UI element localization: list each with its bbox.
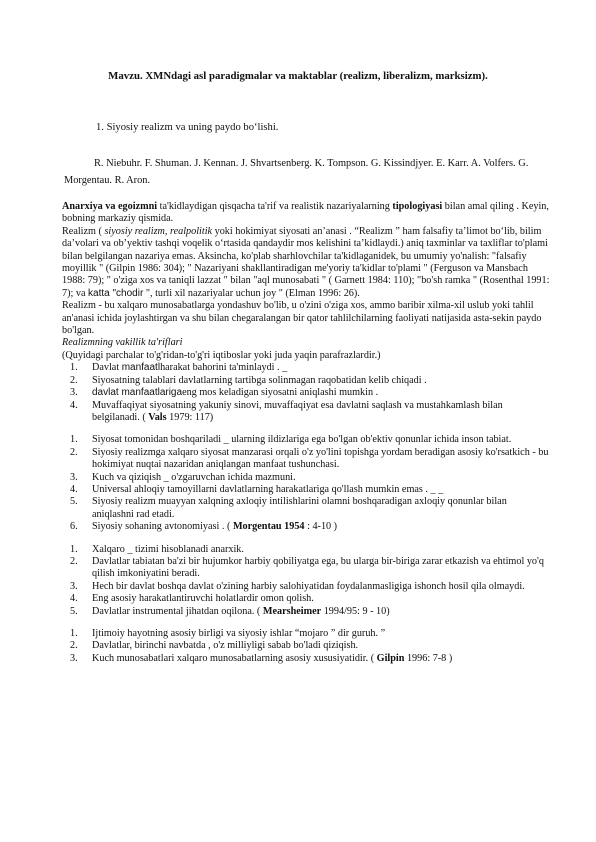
list-item-text: Davlat xyxy=(92,362,122,374)
list-item xyxy=(62,434,550,446)
list-item-text: Ijtimoiy hayotning asosiy birligi va siyosiy ishlar “mojaro ” dir guruh. ” xyxy=(92,628,386,639)
list-item-sans-text: davlat manfaatlariga xyxy=(92,387,183,399)
list-number: 1. xyxy=(70,362,78,374)
realism-definition-paragraph xyxy=(62,226,550,300)
intro-lead-rest: ta'kidlaydigan qisqacha ta'rif va realistik nazariyalarning xyxy=(157,201,393,212)
list-item xyxy=(62,606,550,618)
authors-list: R. Niebuhr. F. Shuman. J. Kennan. J. Shvartsenberg. K. Tompson. G. Kissindjyer. E. Karr. A. Volfers. G. Morgentau. R. Aron. xyxy=(64,158,529,186)
list-number: 2. xyxy=(70,555,78,567)
list-item-text: Hech bir davlat boshqa davlat o'zining harbiy salohiyatidan foydalanmasligiga ishonch hosil qila olmaydi. xyxy=(92,580,525,592)
list-vals xyxy=(62,362,550,424)
realism-def-italic: siyosiy realizm, realpolitik xyxy=(104,225,213,237)
realism-def-start: Realizm ( xyxy=(62,225,105,237)
list-item-text: Muvaffaqiyat siyosatning yakuniy sinovi, muvaffaqiyat esa davlatni saqlash va mustahkamlash bilan belgilanadi. ( xyxy=(92,399,503,423)
list-number: 3. xyxy=(70,652,78,664)
intro-paragraph xyxy=(62,201,550,226)
citation-author: Mearsheimer xyxy=(262,605,322,617)
list-item xyxy=(62,496,550,521)
citation-author: Gilpin xyxy=(376,652,405,664)
list-item xyxy=(62,593,550,605)
intro-bold-lead: Anarxiya va egoizmni xyxy=(62,201,158,212)
list-item-text: Siyosat tomonidan boshqariladi _ ularning ildizlariga ega bo'lgan ob'ektiv qonunlar ichida inson tabiat. xyxy=(92,434,512,446)
list-item xyxy=(62,556,550,581)
list-gilpin xyxy=(62,628,550,665)
realism-def-end: ", turli xil nazariyalar uchun joy " (Elman 1996: 26). xyxy=(143,287,360,299)
list-number: 2. xyxy=(70,374,78,386)
list-number: 1. xyxy=(70,543,78,555)
list-number: 3. xyxy=(70,387,78,399)
list-item-text: Universal ahloqiy tamoyillarni davlatlarning harakatlariga qo'llash mumkin emas . _ _ xyxy=(92,483,444,495)
list-item-text: Xalqaro _ tizimi hisoblanadi anarxik. xyxy=(92,543,244,555)
list-number: 5. xyxy=(70,605,78,617)
list-number: 1. xyxy=(70,628,78,639)
list-number: 3. xyxy=(70,471,78,483)
list-item xyxy=(62,400,550,425)
citation-author: Vals xyxy=(148,411,167,423)
list-item-text: Davlatlar, birinchi navbatda , o'z milliyligi sabab bo'ladi qiziqish. xyxy=(92,640,359,652)
list-item xyxy=(62,544,550,556)
list-item xyxy=(62,387,550,399)
list-item-text: Siyosiy realizm muayyan xalqning axloqiy intilishlarini olamni boshqaradigan axloqiy qonunlar bilan aniqlashni rad etadi. xyxy=(92,496,507,520)
variants-heading: Realizmning vakillik ta'riflari xyxy=(62,337,183,349)
list-item-text: Davlatlar tabiatan ba'zi bir hujumkor harbiy qobiliyatga ega, bu ularga bir-biriga zarar etkazish va ehtimol yo'q qilish imkoniyatini beradi. xyxy=(92,555,544,580)
list-item-text: Eng asosiy harakatlantiruvchi holatlardir omon qolish. xyxy=(92,593,314,605)
citation-year: 1996: 7-8 ) xyxy=(404,652,453,664)
intro-lead-end: bilan amal qiling . Keyin, bobning markaziy qismida. xyxy=(62,201,549,225)
list-item-text: Siyosiy sohaning avtonomiyasi . ( xyxy=(92,521,233,533)
list-item-text: Kuch munosabatlari xalqaro munosabatlarning asosiy xususiyatidir. ( xyxy=(92,652,377,664)
realism-summary-paragraph: Realizm - bu xalqaro munosabatlarga yondashuv bo'lib, u o'zini o'ziga xos, ammo baribir xilma-xil uslub yoki tahlil an'anasi ichida joylashtirgan va shu bilan chegaralangan bir qator tahlilchilarning faoliyati natijasida asta-sekin paydo bo'lgan. xyxy=(62,300,542,337)
citation-year: 1994/95: 9 - 10) xyxy=(321,605,390,617)
document-body xyxy=(62,201,550,665)
citation-year: 1979: 117) xyxy=(166,411,214,423)
realism-def-rest: yoki hokimiyat siyosati an’anasi . “Realizm ” ham falsafiy ta’limot bo‘lib, bilim da’volari va ob’yektiv tashqi voqelik o‘rtasida qandaydir mos kelishini ta’kidlaydi.) aniq taxminlar va taxliflar to'plami bilan belgilangan nazariya emas. Aksincha, ko'plab sharhlovchilar ta'kidlaganidek, bu umumiy yo'nalish: "falsafiy moyillik " (Gilpin 1986: 304); " Nazariyani shakllantiradigan me'yoriy ta'kidlar to'plami " (Ferguson va Mansbach 1988: 79); " o'ziga xos va taniqli lazzat " bilan "aql munosabati " ( Garnett 1984: 110); "bo'sh ramka " (Rosenthal 1991: 7); va xyxy=(62,225,550,299)
list-item xyxy=(62,581,550,593)
list-item-sans-text: manfaatl xyxy=(121,362,161,374)
list-number: 1. xyxy=(70,434,78,446)
citation-author: Morgentau 1954 xyxy=(232,521,305,533)
list-number: 4. xyxy=(70,483,78,495)
list-number: 5. xyxy=(70,496,78,508)
list-item xyxy=(62,362,550,374)
list-item xyxy=(62,628,550,640)
list-item-text: Siyosatning talablari davlatlarning tartibga solinmagan raqobatidan kelib chiqadi . xyxy=(92,374,427,386)
list-item-text-end: harakat bahorini ta'minlaydi . _ xyxy=(160,362,288,374)
list-item xyxy=(62,472,550,484)
list-number: 2. xyxy=(70,446,78,458)
intro-bold-term: tipologiyasi xyxy=(392,201,443,212)
list-item xyxy=(62,484,550,496)
list-item xyxy=(62,447,550,472)
list-number: 4. xyxy=(70,399,78,411)
list-morgentau xyxy=(62,434,550,533)
list-number: 3. xyxy=(70,580,78,592)
list-item xyxy=(62,521,550,533)
section-heading: 1. Siyosiy realizm va uning paydo bo‘lishi. xyxy=(96,122,279,133)
list-number: 4. xyxy=(70,593,78,605)
citation-year: : 4-10 ) xyxy=(304,521,338,533)
document-title: Mavzu. XMNdagi asl paradigmalar va maktablar (realizm, liberalizm, marksizm). xyxy=(108,70,488,82)
list-item-text-end: eng mos keladigan siyosatni aniqlashi mumkin . xyxy=(182,387,379,399)
list-item-text: Kuch va qiziqish _ o'zgaruvchan ichida mazmuni. xyxy=(92,471,296,483)
list-item-text: Siyosiy realizmga xalqaro siyosat manzarasi orqali o'z yo'lini topishga yordam beradigan asosiy ko'rsatkich - bu hokimiyat nuqtai nazaridan aniqlangan manfaat tushunchasi. xyxy=(92,446,549,471)
list-item xyxy=(62,375,550,387)
list-number: 2. xyxy=(70,640,78,652)
variants-intro: (Quyidagi parchalar to'g'ridan-to'g'ri iqtiboslar yoki juda yaqin parafrazlardir.) xyxy=(62,349,381,361)
list-item-text: Davlatlar instrumental jihatdan oqilona. ( xyxy=(92,605,263,617)
list-number: 6. xyxy=(70,521,78,533)
list-mearsheimer xyxy=(62,544,550,618)
realism-def-sans: katta "chodir xyxy=(88,287,144,299)
list-item xyxy=(62,653,550,665)
list-item xyxy=(62,640,550,652)
